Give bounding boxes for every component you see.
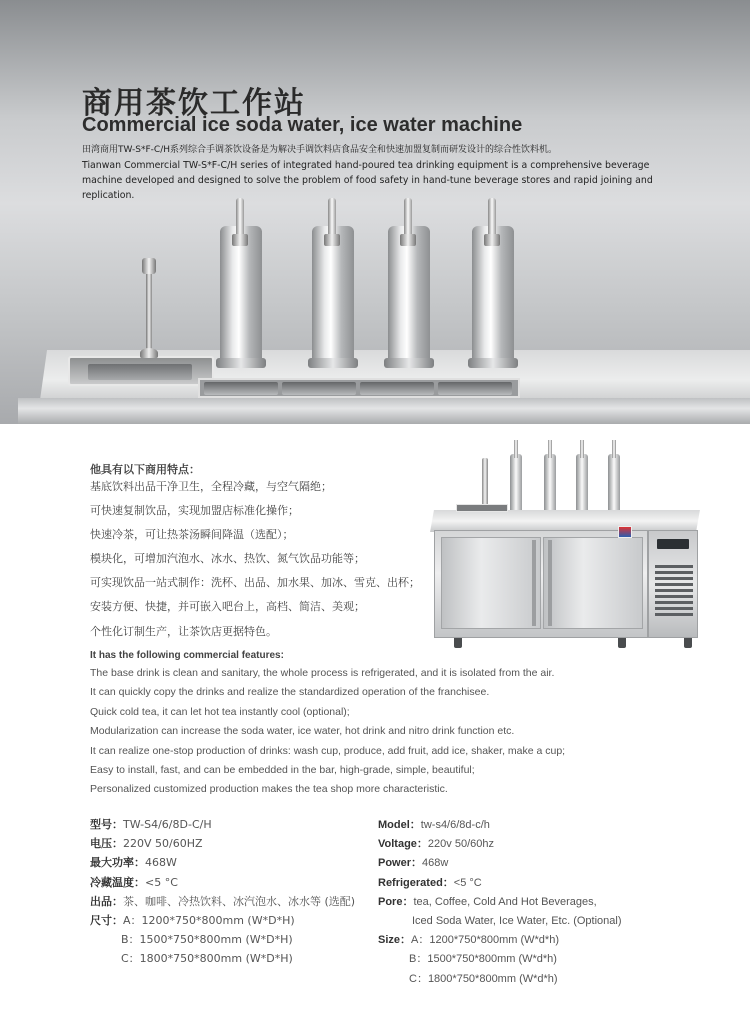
control-panel (657, 539, 689, 549)
dispense-tower (216, 198, 266, 368)
features-heading-en: It has the following commercial features: (90, 650, 284, 661)
list-item: 安装方便、快捷，并可嵌入吧台上，高档、简洁、美观； (90, 600, 365, 614)
dispense-tower (384, 198, 434, 368)
spec-pore-continued: Iced Soda Water, Ice Water, Etc. (Optional) (412, 914, 622, 927)
spec-power: Power：468w (378, 857, 449, 870)
hero-description-cn: 田湾商用TW-S*F-C/H系列综合手调茶饮设备是为解决手调饮料店食品安全和快速加盟复制而研发设计的综合性饮料机。 (82, 145, 558, 155)
spec-refrigeration: 冷藏温度：<5 °C (90, 875, 178, 889)
features-list-cn (90, 480, 420, 649)
spec-voltage: 电压：220V 50/60HZ (90, 837, 203, 851)
list-item: 可实现饮品一站式制作：洗杯、出品、加水果、加冰、雪克、出杯； (90, 576, 420, 590)
spec-size-c: C：1800*750*800mm (W*D*H) (121, 952, 293, 966)
list-item: 基底饮料出品干净卫生，全程冷藏，与空气隔绝； (90, 480, 332, 493)
counter-front (18, 398, 750, 424)
list-item: 快速冷茶，可让热茶汤瞬间降温（选配）； (90, 528, 294, 542)
features-heading-cn: 他具有以下商用特点： (90, 463, 200, 476)
label-sticker (618, 526, 632, 538)
spec-power: 最大功率：468W (90, 856, 177, 870)
spec-pore: Pore：tea, Coffee, Cold And Hot Beverages, (378, 895, 597, 908)
list-item: 模块化，可增加汽泡水、冰水、热饮、氮气饮品功能等； (90, 552, 365, 566)
dispense-tower (308, 198, 358, 368)
faucet (140, 258, 158, 358)
hero-title-en: Commercial ice soda water, ice water machine (82, 114, 523, 136)
spec-size-b: B：1500*750*800mm (W*D*H) (121, 933, 293, 947)
spec-size: 尺寸：A：1200*750*800mm (W*D*H) (90, 913, 295, 927)
features-list-en (90, 666, 565, 802)
list-item: It can quickly copy the drinks and realize the standardized operation of the franchisee. (90, 686, 490, 699)
hero-description-en: Tianwan Commercial TW-S*F-C/H series of integrated hand-poured tea drinking equipment is a comprehensive beverage machine developed and designed to solve the problem of food safety in hand-tune beverage stores and rapid joining and replication. (82, 160, 653, 201)
specs-cn (90, 818, 355, 972)
specs-en (378, 818, 622, 991)
spec-output: 出品：茶、咖啡、冷热饮料、冰汽泡水、冰水等 (选配) (90, 894, 356, 908)
list-item: 个性化订制生产，让茶饮店更据特色。 (90, 624, 277, 638)
list-item: Personalized customized production makes the tea shop more characteristic. (90, 783, 448, 796)
spec-size-b: B：1500*750*800mm (W*d*h) (409, 953, 557, 966)
spec-size: Size：A：1200*750*800mm (W*d*h) (378, 934, 559, 947)
product-image (430, 436, 700, 650)
ice-wells (198, 378, 520, 398)
spec-refrigeration: Refrigerated：<5 °C (378, 876, 482, 889)
hero-banner (0, 0, 750, 424)
spec-model: 型号：TW-S4/6/8D-C/H (90, 818, 212, 831)
list-item: The base drink is clean and sanitary, the whole process is refrigerated, and it is isolated from the air. (90, 667, 555, 679)
sink (68, 356, 214, 386)
dispense-tower (468, 198, 518, 368)
list-item: Easy to install, fast, and can be embedded in the bar, high-grade, simple, beautiful; (90, 763, 475, 776)
hero-title-cn: 商用茶饮工作站 (82, 86, 306, 121)
list-item: 可快速复制饮品，实现加盟店标准化操作； (90, 504, 299, 518)
list-item: It can realize one-stop production of drinks: wash cup, produce, add fruit, add ice, shaker, make a cup; (90, 744, 566, 757)
spec-model: Model：tw-s4/6/8d-c/h (378, 819, 490, 831)
list-item: Modularization can increase the soda water, ice water, hot drink and nitro drink function etc. (90, 725, 515, 738)
spec-size-c: C：1800*750*800mm (W*d*h) (409, 972, 558, 985)
spec-voltage: Voltage：220v 50/60hz (378, 838, 494, 851)
list-item: Quick cold tea, it can let hot tea instantly cool (optional); (90, 705, 350, 718)
